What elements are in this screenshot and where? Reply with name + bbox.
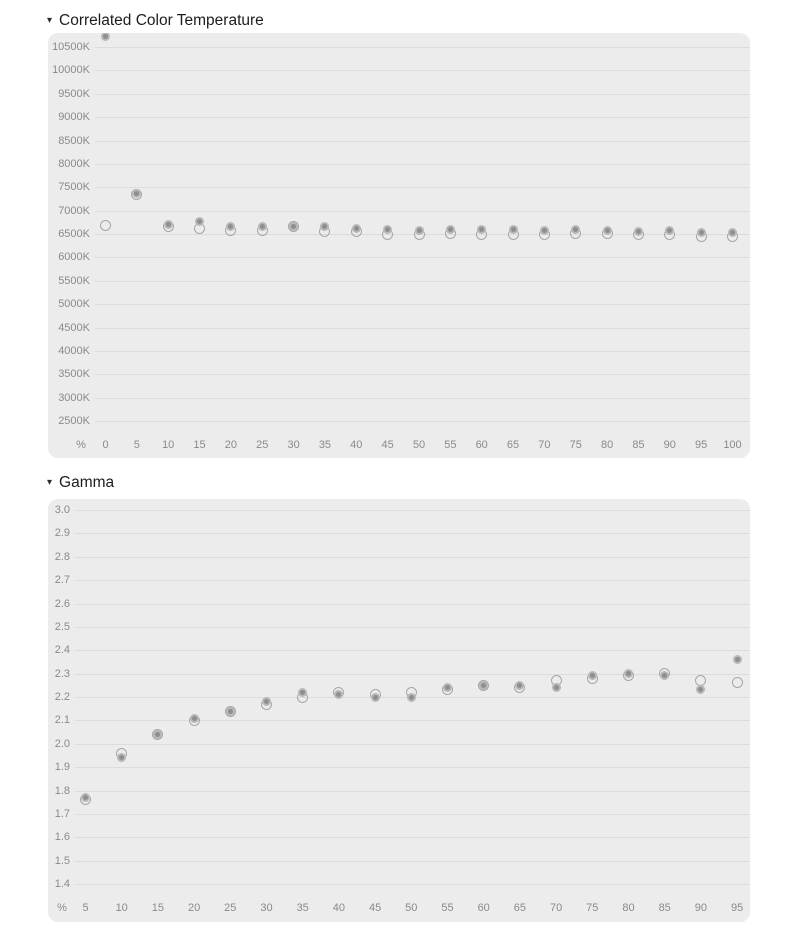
x-tick-label: 45 bbox=[368, 902, 382, 914]
x-tick-label: 85 bbox=[658, 902, 671, 914]
x-tick-label: 30 bbox=[287, 439, 300, 451]
x-tick-label: 5 bbox=[82, 902, 89, 914]
x-tick-label: 80 bbox=[622, 902, 635, 914]
y-grid-line bbox=[95, 187, 750, 188]
x-tick-label: 15 bbox=[193, 439, 206, 451]
data-point-hollow bbox=[100, 220, 111, 231]
y-tick-label: 2.2 bbox=[54, 691, 70, 703]
cct-chart-panel bbox=[48, 33, 750, 458]
y-grid-line bbox=[95, 351, 750, 352]
y-tick-label: 8000K bbox=[58, 157, 90, 170]
data-point-filled bbox=[81, 793, 90, 802]
x-tick-label: 5 bbox=[133, 439, 140, 451]
data-point-filled bbox=[509, 225, 518, 234]
y-tick-label: 1.9 bbox=[54, 761, 70, 774]
y-grid-line bbox=[95, 117, 750, 118]
y-tick-label: 2500K bbox=[58, 415, 90, 427]
y-grid-line bbox=[75, 814, 750, 815]
x-tick-label: 40 bbox=[350, 439, 363, 451]
y-grid-line bbox=[95, 328, 750, 329]
data-point-filled bbox=[728, 228, 737, 237]
x-tick-label: 45 bbox=[381, 439, 394, 451]
x-tick-label: 10 bbox=[115, 902, 128, 914]
y-tick-label: 1.7 bbox=[54, 807, 70, 820]
x-tick-label: 80 bbox=[600, 439, 614, 451]
data-point-filled bbox=[660, 671, 669, 680]
gamma-section-title: Gamma bbox=[59, 474, 115, 492]
y-tick-label: 8500K bbox=[58, 134, 90, 147]
y-grid-line bbox=[75, 580, 750, 581]
y-grid-line bbox=[75, 884, 750, 885]
y-tick-label: 2.3 bbox=[54, 667, 70, 680]
y-tick-label: 1.5 bbox=[54, 854, 70, 867]
y-tick-label: 3000K bbox=[58, 391, 90, 404]
y-tick-label: 5000K bbox=[58, 298, 90, 311]
data-point-hollow bbox=[732, 677, 743, 688]
x-tick-label: 90 bbox=[663, 439, 676, 451]
data-point-hollow bbox=[695, 675, 706, 686]
data-point-filled bbox=[101, 33, 110, 41]
x-tick-label: 95 bbox=[695, 439, 708, 451]
y-grid-line bbox=[95, 164, 750, 165]
x-tick-label: 30 bbox=[260, 902, 273, 914]
data-point-filled bbox=[190, 714, 199, 723]
y-tick-label: 2.0 bbox=[54, 737, 70, 750]
data-point-filled bbox=[258, 222, 267, 231]
data-point-filled bbox=[226, 222, 235, 231]
y-grid-line bbox=[95, 94, 750, 95]
y-tick-label: 2.4 bbox=[54, 644, 70, 657]
y-tick-label: 5500K bbox=[58, 274, 90, 287]
collapse-triangle-icon: ▾ bbox=[47, 477, 53, 488]
x-tick-label: 10 bbox=[162, 439, 175, 451]
x-axis-unit-label: % bbox=[57, 902, 67, 914]
x-tick-label: 40 bbox=[332, 902, 346, 914]
y-grid-line bbox=[75, 674, 750, 675]
y-tick-label: 4000K bbox=[58, 344, 90, 357]
y-tick-label: 9000K bbox=[58, 111, 90, 124]
x-tick-label: 65 bbox=[513, 902, 527, 914]
y-grid-line bbox=[95, 47, 750, 48]
gamma-section-header[interactable] bbox=[47, 472, 114, 494]
y-tick-label: 2.6 bbox=[54, 597, 70, 610]
y-grid-line bbox=[75, 557, 750, 558]
data-point-filled bbox=[733, 655, 742, 664]
cct-section-header[interactable] bbox=[47, 10, 264, 32]
x-tick-label: 15 bbox=[151, 902, 165, 914]
x-tick-label: 55 bbox=[441, 902, 454, 914]
data-point-filled bbox=[603, 226, 612, 235]
data-point-filled bbox=[407, 693, 416, 702]
data-point-filled bbox=[446, 225, 455, 234]
data-point-filled bbox=[226, 707, 235, 716]
x-tick-label: 65 bbox=[506, 439, 520, 451]
x-tick-label: 100 bbox=[723, 439, 742, 451]
data-point-filled bbox=[571, 225, 580, 234]
data-point-filled bbox=[697, 228, 706, 237]
y-tick-label: 7000K bbox=[58, 204, 90, 217]
y-tick-label: 7500K bbox=[58, 181, 90, 194]
y-tick-label: 4500K bbox=[58, 321, 90, 334]
y-tick-label: 2.7 bbox=[54, 574, 70, 587]
x-tick-label: 60 bbox=[477, 902, 490, 914]
x-tick-label: 35 bbox=[296, 902, 309, 914]
y-grid-line bbox=[95, 421, 750, 422]
y-grid-line bbox=[75, 604, 750, 605]
y-tick-label: 10500K bbox=[52, 41, 90, 53]
y-grid-line bbox=[95, 141, 750, 142]
y-grid-line bbox=[75, 861, 750, 862]
x-tick-label: 85 bbox=[632, 439, 645, 451]
collapse-triangle-icon: ▾ bbox=[47, 15, 53, 26]
y-grid-line bbox=[75, 650, 750, 651]
data-point-filled bbox=[117, 753, 126, 762]
x-tick-label: 90 bbox=[694, 902, 708, 914]
x-tick-label: 75 bbox=[569, 439, 582, 451]
x-tick-label: 25 bbox=[256, 439, 269, 451]
y-grid-line bbox=[75, 791, 750, 792]
y-grid-line bbox=[75, 627, 750, 628]
x-tick-label: 25 bbox=[224, 902, 237, 914]
y-grid-line bbox=[75, 767, 750, 768]
cct-section-title: Correlated Color Temperature bbox=[59, 12, 264, 30]
data-point-filled bbox=[298, 688, 307, 697]
y-tick-label: 2.8 bbox=[54, 550, 70, 563]
y-tick-label: 1.6 bbox=[54, 831, 70, 844]
y-grid-line bbox=[75, 744, 750, 745]
data-point-filled bbox=[415, 226, 424, 235]
y-grid-line bbox=[75, 720, 750, 721]
y-tick-label: 3.0 bbox=[54, 504, 70, 516]
y-grid-line bbox=[95, 257, 750, 258]
x-tick-label: 50 bbox=[405, 902, 418, 914]
y-tick-label: 2.9 bbox=[54, 527, 70, 540]
y-grid-line bbox=[75, 533, 750, 534]
y-grid-line bbox=[95, 281, 750, 282]
x-tick-label: 70 bbox=[549, 902, 563, 914]
x-tick-label: 75 bbox=[586, 902, 599, 914]
x-tick-label: 55 bbox=[444, 439, 457, 451]
y-grid-line bbox=[95, 374, 750, 375]
data-point-filled bbox=[696, 685, 705, 694]
x-tick-label: 60 bbox=[475, 439, 488, 451]
x-tick-label: 20 bbox=[224, 439, 238, 451]
data-point-filled bbox=[371, 693, 380, 702]
y-grid-line bbox=[75, 837, 750, 838]
y-tick-label: 6000K bbox=[58, 251, 90, 264]
y-grid-line bbox=[95, 398, 750, 399]
y-tick-label: 9500K bbox=[58, 87, 90, 100]
y-grid-line bbox=[95, 304, 750, 305]
data-point-filled bbox=[479, 681, 488, 690]
gamma-chart-panel bbox=[48, 499, 750, 922]
y-grid-line bbox=[95, 70, 750, 71]
x-tick-label: 50 bbox=[412, 439, 426, 451]
data-point-filled bbox=[552, 683, 561, 692]
x-tick-label: 0 bbox=[102, 439, 109, 451]
y-tick-label: 2.1 bbox=[54, 714, 70, 727]
data-point-filled bbox=[634, 227, 643, 236]
data-point-filled bbox=[665, 226, 674, 235]
data-point-filled bbox=[164, 220, 173, 229]
y-tick-label: 6500K bbox=[58, 228, 90, 240]
x-tick-label: 20 bbox=[187, 902, 201, 914]
y-tick-label: 1.8 bbox=[54, 784, 70, 797]
x-tick-label: 95 bbox=[730, 902, 744, 914]
x-tick-label: 35 bbox=[318, 439, 332, 451]
y-tick-label: 10000K bbox=[52, 64, 90, 77]
y-grid-line bbox=[95, 211, 750, 212]
y-tick-label: 2.5 bbox=[54, 620, 70, 633]
y-grid-line bbox=[75, 510, 750, 511]
x-axis-unit-label: % bbox=[76, 439, 86, 451]
y-tick-label: 3500K bbox=[58, 368, 90, 381]
x-tick-label: 70 bbox=[538, 439, 551, 451]
y-tick-label: 1.4 bbox=[54, 878, 70, 890]
